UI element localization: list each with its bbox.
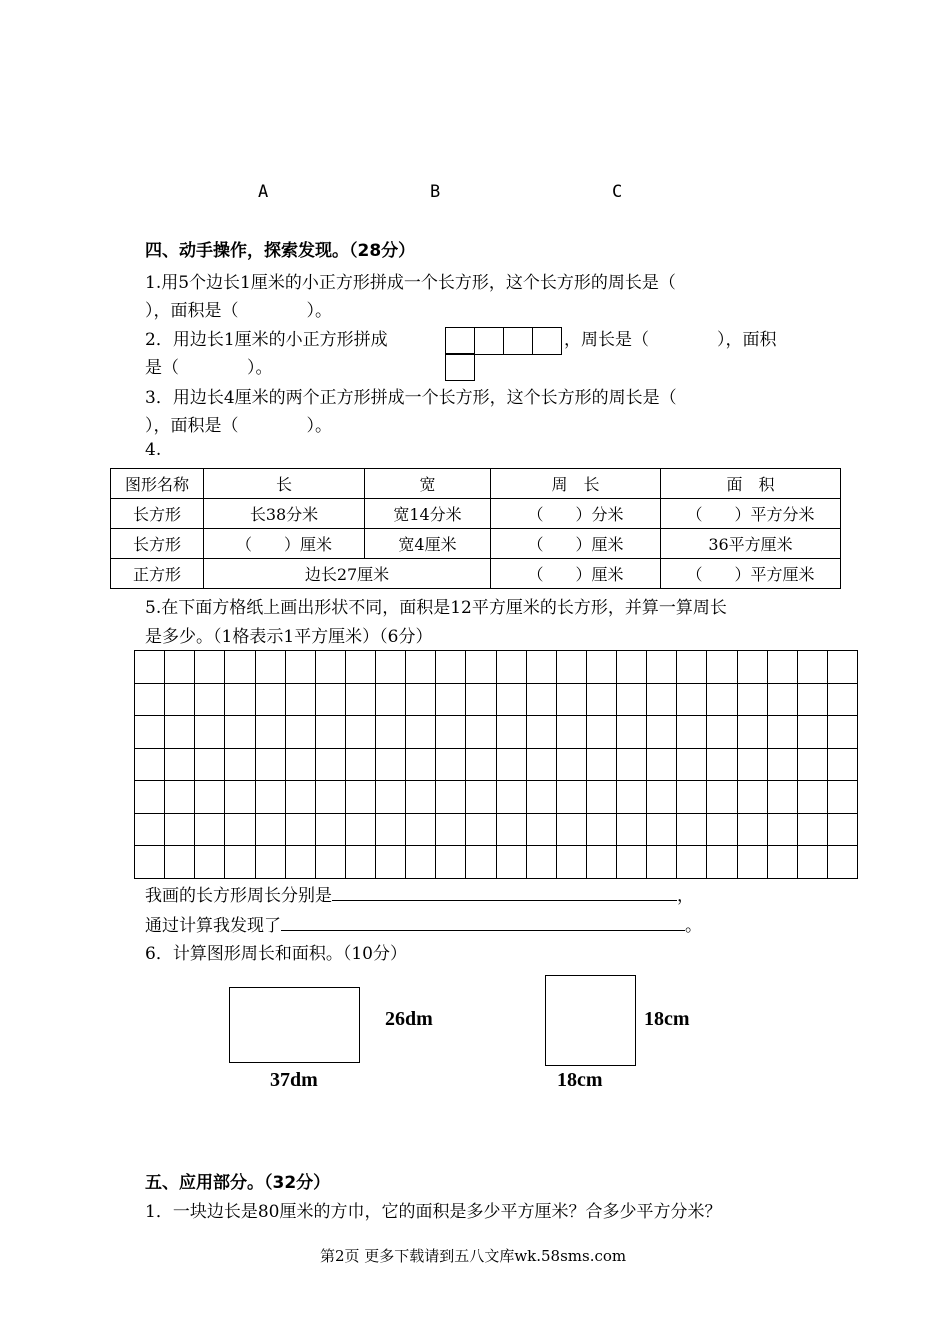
- q5-answer-1-label: 我画的长方形周长分别是: [145, 886, 332, 906]
- grid-cell[interactable]: [587, 814, 617, 847]
- grid-cell[interactable]: [798, 749, 828, 782]
- q5-answer-2-label: 通过计算我发现了: [145, 916, 281, 936]
- grid-cell[interactable]: [195, 781, 225, 814]
- grid-cell[interactable]: [557, 716, 587, 749]
- grid-cell[interactable]: [195, 684, 225, 717]
- grid-cell[interactable]: [497, 716, 527, 749]
- grid-cell[interactable]: [165, 716, 195, 749]
- grid-cell[interactable]: [135, 814, 165, 847]
- grid-cell[interactable]: [286, 814, 316, 847]
- q5-answer-2-end: 。: [685, 916, 702, 936]
- table-cell: 图形名称: [111, 469, 204, 499]
- q5-answer-1-end: ，: [677, 886, 694, 906]
- table-cell: 边长27厘米: [204, 559, 491, 589]
- grid-cell[interactable]: [256, 684, 286, 717]
- grid-cell[interactable]: [256, 781, 286, 814]
- option-c-label: C: [612, 182, 623, 202]
- grid-cell[interactable]: [256, 846, 286, 879]
- grid-cell[interactable]: [798, 651, 828, 684]
- grid-cell[interactable]: [677, 749, 707, 782]
- square-side-right-label: 18cm: [644, 1008, 690, 1030]
- grid-cell[interactable]: [738, 814, 768, 847]
- grid-cell[interactable]: [195, 814, 225, 847]
- grid-cell[interactable]: [225, 781, 255, 814]
- grid-cell[interactable]: [647, 814, 677, 847]
- option-b-label: B: [430, 182, 441, 202]
- grid-cell[interactable]: [798, 814, 828, 847]
- grid-cell[interactable]: [436, 846, 466, 879]
- grid-cell[interactable]: [798, 846, 828, 879]
- grid-cell[interactable]: [436, 749, 466, 782]
- table-cell: 宽: [365, 469, 491, 499]
- grid-cell[interactable]: [286, 651, 316, 684]
- table-cell: 正方形: [111, 559, 204, 589]
- shape-table: [110, 468, 841, 589]
- q5-answer-1-line[interactable]: [332, 884, 677, 901]
- grid-cell[interactable]: [436, 814, 466, 847]
- grid-cell[interactable]: [617, 814, 647, 847]
- grid-cell[interactable]: [165, 846, 195, 879]
- grid-cell[interactable]: [316, 684, 346, 717]
- grid-cell[interactable]: [707, 846, 737, 879]
- grid-cell[interactable]: [346, 781, 376, 814]
- grid-cell[interactable]: [587, 846, 617, 879]
- rectangle-figure: [229, 987, 360, 1063]
- grid-cell[interactable]: [165, 781, 195, 814]
- grid-cell[interactable]: [497, 781, 527, 814]
- grid-cell[interactable]: [497, 846, 527, 879]
- table-cell: 周 长: [491, 469, 661, 499]
- q3-line2: ），面积是（ ）。: [145, 416, 332, 436]
- grid-cell[interactable]: [195, 846, 225, 879]
- grid-cell[interactable]: [406, 716, 436, 749]
- grid-cell[interactable]: [406, 781, 436, 814]
- table-cell: 长: [204, 469, 365, 499]
- grid-cell[interactable]: [346, 749, 376, 782]
- table-cell: 长方形: [111, 529, 204, 559]
- grid-cell[interactable]: [316, 651, 346, 684]
- grid-cell[interactable]: [647, 651, 677, 684]
- grid-cell[interactable]: [135, 684, 165, 717]
- square-side-bottom-label: 18cm: [557, 1069, 603, 1091]
- grid-cell[interactable]: [165, 814, 195, 847]
- grid-cell[interactable]: [527, 716, 557, 749]
- grid-cell[interactable]: [738, 781, 768, 814]
- grid-cell[interactable]: [376, 846, 406, 879]
- grid-cell[interactable]: [376, 781, 406, 814]
- grid-cell[interactable]: [828, 781, 858, 814]
- grid-cell[interactable]: [707, 749, 737, 782]
- q2-line2: 是（ ）。: [145, 358, 273, 378]
- table-cell: 面 积: [661, 469, 841, 499]
- grid-cell[interactable]: [527, 846, 557, 879]
- grid-cell[interactable]: [436, 684, 466, 717]
- q5-line1: 5.在下面方格纸上画出形状不同，面积是12平方厘米的长方形，并算一算周长: [145, 598, 727, 618]
- grid-cell[interactable]: [798, 716, 828, 749]
- q1-line2: ），面积是（ ）。: [145, 301, 332, 321]
- q5-answer-2-line[interactable]: [281, 914, 685, 931]
- grid-cell[interactable]: [466, 846, 496, 879]
- grid-cell[interactable]: [256, 814, 286, 847]
- table-row: [111, 559, 841, 589]
- grid-cell[interactable]: [316, 749, 346, 782]
- grid-cell[interactable]: [497, 684, 527, 717]
- grid-cell[interactable]: [587, 716, 617, 749]
- q5-line2: 是多少。（1格表示1平方厘米）（6分）: [145, 627, 433, 647]
- grid-cell[interactable]: [316, 846, 346, 879]
- grid-cell[interactable]: [406, 749, 436, 782]
- grid-cell[interactable]: [738, 651, 768, 684]
- grid-cell[interactable]: [768, 814, 798, 847]
- grid-cell[interactable]: [436, 781, 466, 814]
- grid-cell[interactable]: [376, 651, 406, 684]
- grid-cell[interactable]: [225, 749, 255, 782]
- grid-cell[interactable]: [707, 781, 737, 814]
- grid-cell[interactable]: [738, 684, 768, 717]
- grid-cell[interactable]: [798, 684, 828, 717]
- q3-line1: 3．用边长4厘米的两个正方形拼成一个长方形，这个长方形的周长是（: [145, 388, 677, 408]
- grid-cell[interactable]: [346, 684, 376, 717]
- grid-cell[interactable]: [376, 749, 406, 782]
- grid-cell[interactable]: [466, 749, 496, 782]
- grid-cell[interactable]: [256, 651, 286, 684]
- table-cell: 长方形: [111, 499, 204, 529]
- grid-cell[interactable]: [617, 749, 647, 782]
- grid-cell[interactable]: [346, 651, 376, 684]
- grid-cell[interactable]: [768, 716, 798, 749]
- q6-title: 6．计算图形周长和面积。（10分）: [145, 944, 407, 964]
- grid-cell[interactable]: [527, 651, 557, 684]
- grid-cell[interactable]: [798, 781, 828, 814]
- grid-cell[interactable]: [376, 814, 406, 847]
- grid-cell[interactable]: [707, 651, 737, 684]
- grid-cell[interactable]: [768, 749, 798, 782]
- square-figure: [545, 975, 636, 1066]
- section-5-title: 五、应用部分。（32分）: [145, 1173, 331, 1193]
- grid-cell[interactable]: [677, 716, 707, 749]
- grid-cell[interactable]: [587, 684, 617, 717]
- grid-cell[interactable]: [557, 749, 587, 782]
- grid-cell[interactable]: [346, 716, 376, 749]
- grid-cell[interactable]: [647, 781, 677, 814]
- grid-cell[interactable]: [406, 814, 436, 847]
- grid-cell[interactable]: [527, 814, 557, 847]
- grid-cell[interactable]: [527, 781, 557, 814]
- grid-cell[interactable]: [466, 814, 496, 847]
- table-cell: （ ）厘米: [491, 559, 661, 589]
- grid-cell[interactable]: [497, 814, 527, 847]
- grid-cell[interactable]: [617, 781, 647, 814]
- grid-cell[interactable]: [406, 846, 436, 879]
- grid-cell[interactable]: [286, 781, 316, 814]
- table-cell: 宽4厘米: [365, 529, 491, 559]
- grid-cell[interactable]: [286, 684, 316, 717]
- grid-cell[interactable]: [768, 846, 798, 879]
- grid-cell[interactable]: [436, 716, 466, 749]
- grid-cell[interactable]: [617, 716, 647, 749]
- grid-cell[interactable]: [406, 651, 436, 684]
- grid-cell[interactable]: [316, 814, 346, 847]
- grid-cell[interactable]: [587, 781, 617, 814]
- grid-cell[interactable]: [225, 651, 255, 684]
- grid-cell[interactable]: [225, 814, 255, 847]
- grid-cell[interactable]: [225, 846, 255, 879]
- q4-label: 4.: [145, 440, 162, 460]
- q5-answer-2: [145, 911, 702, 936]
- table-row: [111, 499, 841, 529]
- grid-cell[interactable]: [828, 846, 858, 879]
- section-5-q1: 1．一块边长是80厘米的方巾，它的面积是多少平方厘米？合多少平方分米？: [145, 1202, 722, 1222]
- grid-cell[interactable]: [677, 781, 707, 814]
- table-cell: （ ）厘米: [204, 529, 365, 559]
- grid-cell[interactable]: [557, 781, 587, 814]
- grid-cell[interactable]: [466, 651, 496, 684]
- grid-cell[interactable]: [135, 781, 165, 814]
- grid-cell[interactable]: [828, 749, 858, 782]
- table-header-row: [111, 469, 841, 499]
- page-footer: 第2页 更多下载请到五八文库wk.58sms.com: [320, 1247, 627, 1265]
- q2-part2: ，周长是（ ），面积: [564, 330, 777, 350]
- q1-line1: 1.用5个边长1厘米的小正方形拼成一个长方形，这个长方形的周长是（: [145, 273, 676, 293]
- grid-cell[interactable]: [225, 716, 255, 749]
- grid-cell[interactable]: [195, 749, 225, 782]
- grid-cell[interactable]: [346, 814, 376, 847]
- grid-cell[interactable]: [466, 781, 496, 814]
- table-cell: （ ）厘米: [491, 529, 661, 559]
- grid-cell[interactable]: [497, 749, 527, 782]
- grid-cell[interactable]: [587, 749, 617, 782]
- rect-width-label: 37dm: [270, 1069, 318, 1091]
- grid-cell[interactable]: [256, 716, 286, 749]
- grid-cell[interactable]: [376, 684, 406, 717]
- grid-cell[interactable]: [135, 651, 165, 684]
- grid-cell[interactable]: [617, 846, 647, 879]
- grid-cell[interactable]: [587, 651, 617, 684]
- rect-height-label: 26dm: [385, 1008, 433, 1030]
- grid-cell[interactable]: [195, 651, 225, 684]
- grid-cell[interactable]: [195, 716, 225, 749]
- grid-cell[interactable]: [286, 716, 316, 749]
- grid-cell[interactable]: [768, 781, 798, 814]
- grid-cell[interactable]: [707, 716, 737, 749]
- option-a-label: A: [258, 182, 269, 202]
- grid-cell[interactable]: [436, 651, 466, 684]
- grid-cell[interactable]: [527, 684, 557, 717]
- grid-cell[interactable]: [738, 749, 768, 782]
- grid-cell[interactable]: [647, 846, 677, 879]
- grid-cell[interactable]: [647, 749, 677, 782]
- section-4-title: 四、动手操作，探索发现。（28分）: [145, 241, 416, 261]
- grid-cell[interactable]: [135, 716, 165, 749]
- grid-cell[interactable]: [828, 716, 858, 749]
- grid-cell[interactable]: [165, 684, 195, 717]
- grid-cell[interactable]: [557, 814, 587, 847]
- grid-cell[interactable]: [828, 651, 858, 684]
- table-cell: （ ）平方分米: [661, 499, 841, 529]
- grid-cell[interactable]: [707, 814, 737, 847]
- grid-cell[interactable]: [557, 651, 587, 684]
- grid-cell[interactable]: [617, 684, 647, 717]
- grid-cell[interactable]: [828, 684, 858, 717]
- grid-cell[interactable]: [165, 651, 195, 684]
- table-cell: 36平方厘米: [661, 529, 841, 559]
- grid-cell[interactable]: [286, 846, 316, 879]
- grid-cell[interactable]: [376, 716, 406, 749]
- grid-cell[interactable]: [677, 814, 707, 847]
- grid-cell[interactable]: [466, 684, 496, 717]
- grid-cell[interactable]: [497, 651, 527, 684]
- grid-cell[interactable]: [557, 846, 587, 879]
- grid-cell[interactable]: [527, 749, 557, 782]
- grid-cell[interactable]: [286, 749, 316, 782]
- grid-cell[interactable]: [316, 781, 346, 814]
- grid-cell[interactable]: [768, 651, 798, 684]
- grid-cell[interactable]: [677, 846, 707, 879]
- grid-cell[interactable]: [647, 716, 677, 749]
- table-cell: 宽14分米: [365, 499, 491, 529]
- grid-cell[interactable]: [135, 749, 165, 782]
- grid-cell[interactable]: [466, 716, 496, 749]
- table-cell: （ ）分米: [491, 499, 661, 529]
- table-cell: 长38分米: [204, 499, 365, 529]
- grid-cell[interactable]: [617, 651, 647, 684]
- grid-cell[interactable]: [406, 684, 436, 717]
- grid-cell[interactable]: [677, 684, 707, 717]
- grid-cell[interactable]: [828, 814, 858, 847]
- table-row: [111, 529, 841, 559]
- grid-cell[interactable]: [165, 749, 195, 782]
- q5-answer-1: [145, 881, 694, 906]
- grid-cell[interactable]: [738, 846, 768, 879]
- grid-cell[interactable]: [346, 846, 376, 879]
- grid-cell[interactable]: [768, 684, 798, 717]
- table-cell: （ ）平方厘米: [661, 559, 841, 589]
- grid-cell[interactable]: [707, 684, 737, 717]
- q2-part1: 2．用边长1厘米的小正方形拼成: [145, 330, 388, 350]
- grid-cell[interactable]: [135, 846, 165, 879]
- grid-cell[interactable]: [256, 749, 286, 782]
- grid-paper[interactable]: [134, 650, 858, 879]
- grid-cell[interactable]: [225, 684, 255, 717]
- grid-cell[interactable]: [738, 716, 768, 749]
- grid-cell[interactable]: [557, 684, 587, 717]
- grid-cell[interactable]: [316, 716, 346, 749]
- grid-cell[interactable]: [647, 684, 677, 717]
- grid-cell[interactable]: [677, 651, 707, 684]
